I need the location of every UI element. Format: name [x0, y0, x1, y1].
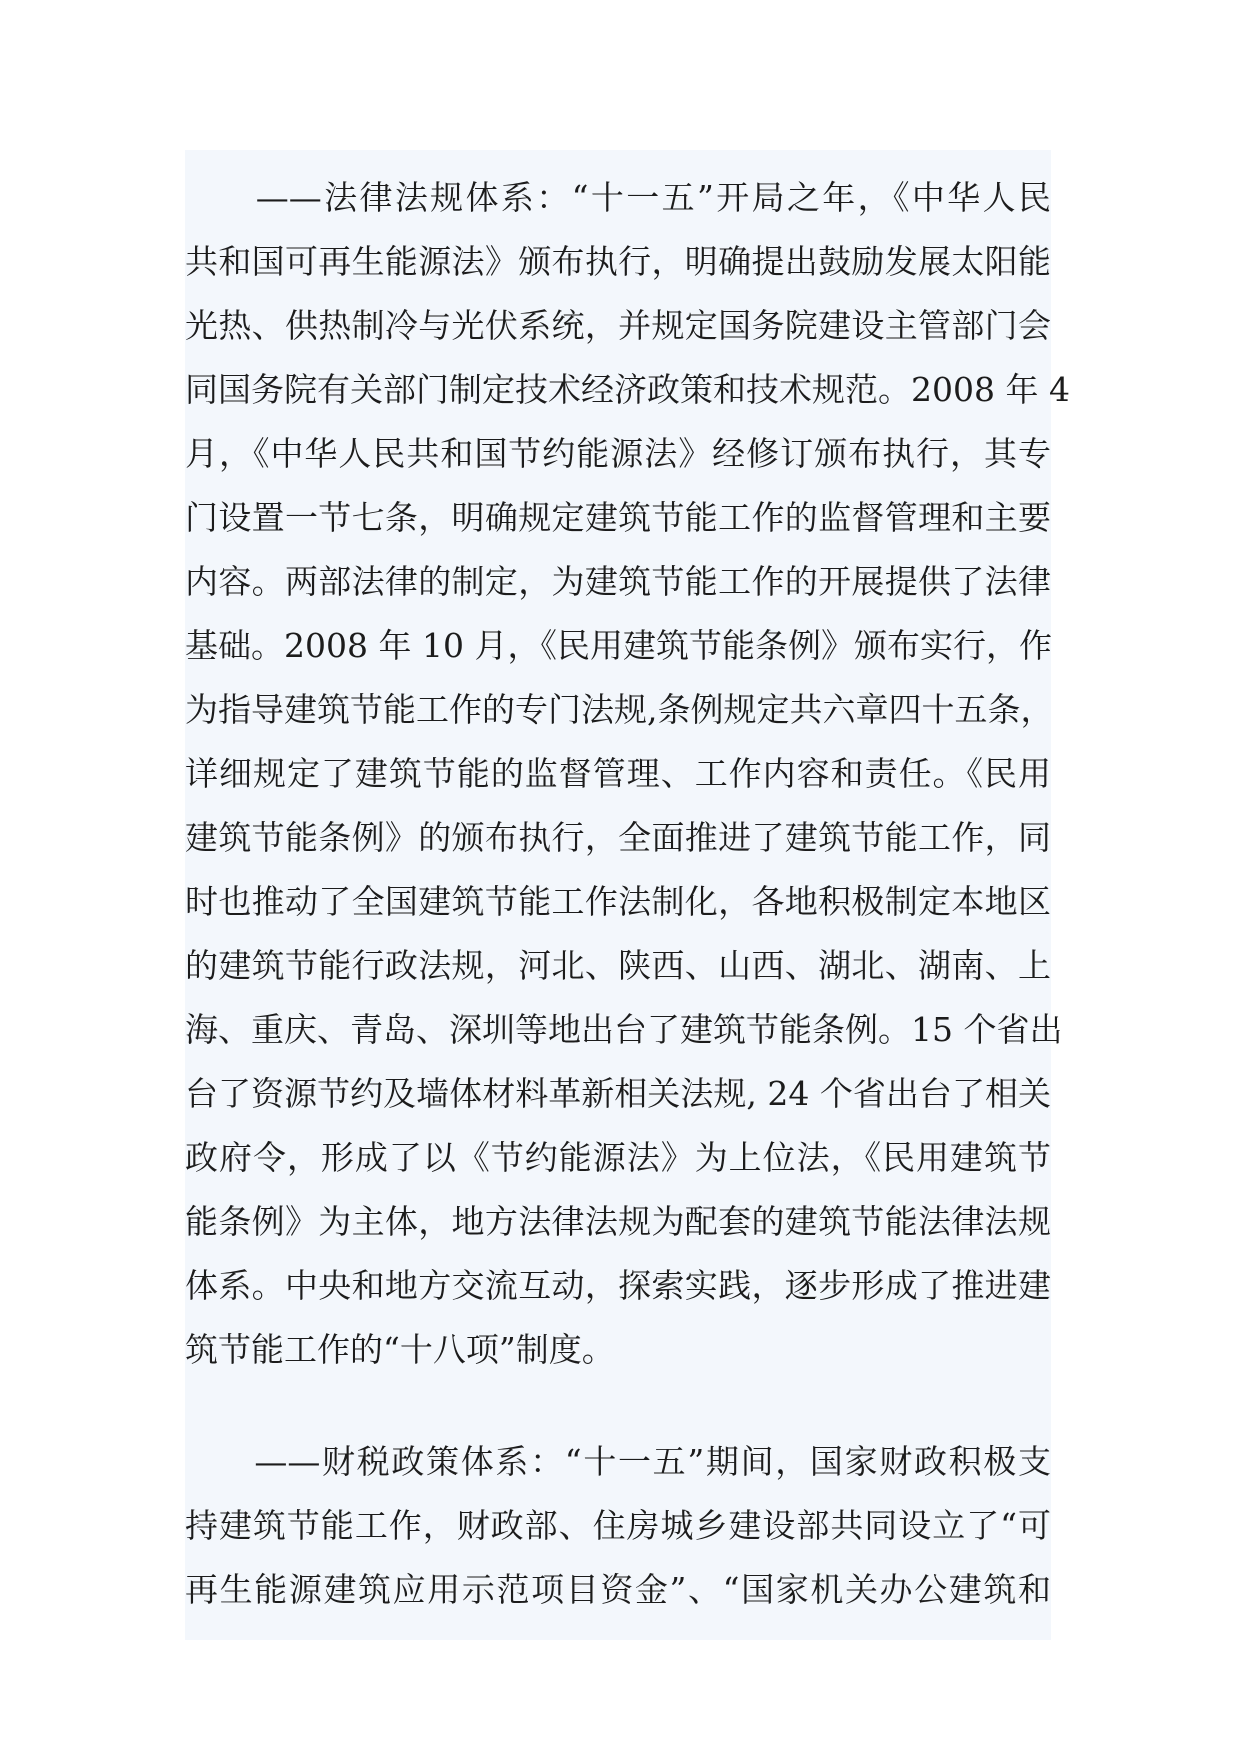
- paragraph-legal-system: [185, 150, 1070, 1404]
- paragraph-line: 月，《中华人民共和国节约能源法》经修订颁布执行，其专: [185, 434, 1051, 473]
- paragraph-line: ——财税政策体系：“十一五”期间，国家财政积极支: [185, 1442, 1051, 1481]
- paragraph-line: 内容。两部法律的制定，为建筑节能工作的开展提供了法律: [185, 562, 1051, 601]
- paragraph-line: ——法律法规体系：“十一五”开局之年，《中华人民: [185, 178, 1051, 217]
- paragraph-line: 详细规定了建筑节能的监督管理、工作内容和责任。《民用: [185, 754, 1051, 793]
- paragraph-line: 为指导建筑节能工作的专门法规,条例规定共六章四十五条，: [185, 690, 1054, 729]
- paragraph-line: 能条例》为主体，地方法律法规为配套的建筑节能法律法规: [185, 1202, 1051, 1241]
- paragraph-fiscal-policy: [185, 1404, 1051, 1640]
- paragraph-line: 建筑节能条例》的颁布执行，全面推进了建筑节能工作，同: [185, 818, 1051, 857]
- paragraph-line: 门设置一节七条，明确规定建筑节能工作的监督管理和主要: [185, 498, 1051, 537]
- paragraph-line: 光热、供热制冷与光伏系统，并规定国务院建设主管部门会: [185, 306, 1051, 345]
- paragraph-line: 台了资源节约及墙体材料革新相关法规, 24 个省出台了相关: [185, 1074, 1051, 1113]
- paragraph-line: 体系。中央和地方交流互动，探索实践，逐步形成了推进建: [185, 1266, 1051, 1305]
- paragraph-line: 同国务院有关部门制定技术经济政策和技术规范。2008 年 4: [185, 370, 1070, 409]
- paragraph-line: 共和国可再生能源法》颁布执行，明确提出鼓励发展太阳能: [185, 242, 1051, 281]
- paragraph-line: 政府令，形成了以《节约能源法》为上位法，《民用建筑节: [185, 1138, 1051, 1177]
- paragraph-line: 持建筑节能工作，财政部、住房城乡建设部共同设立了“可: [185, 1506, 1051, 1545]
- paragraph-line: 基础。2008 年 10 月，《民用建筑节能条例》颁布实行，作: [185, 626, 1052, 665]
- paragraph-line: 海、重庆、青岛、深圳等地出台了建筑节能条例。15 个省出: [185, 1010, 1063, 1049]
- paragraph-line: 的建筑节能行政法规，河北、陕西、山西、湖北、湖南、上: [185, 946, 1051, 985]
- paragraph-line: 再生能源建筑应用示范项目资金”、“国家机关办公建筑和: [185, 1570, 1051, 1609]
- paragraph-line: 筑节能工作的“十八项”制度。: [185, 1330, 615, 1369]
- paragraph-line: 时也推动了全国建筑节能工作法制化，各地积极制定本地区: [185, 882, 1051, 921]
